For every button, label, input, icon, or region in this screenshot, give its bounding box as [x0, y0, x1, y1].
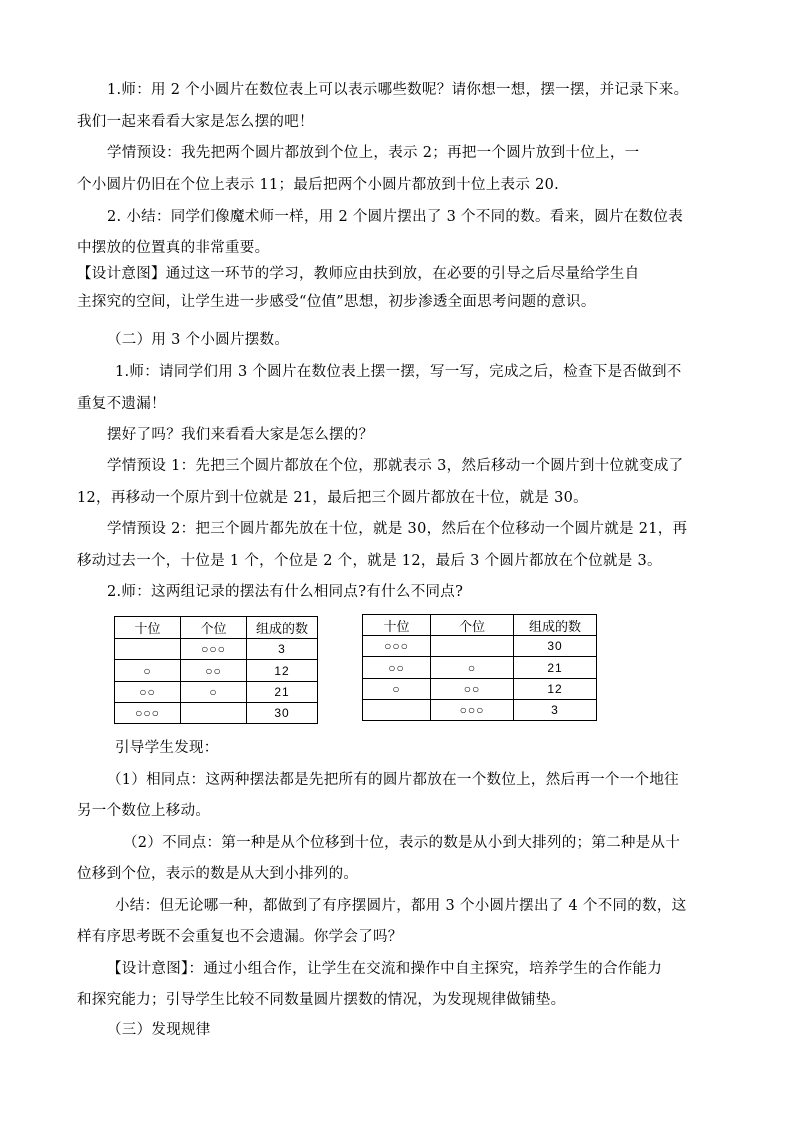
table-cell: 30	[247, 703, 318, 724]
paragraph-line: 主探究的空间，让学生进一步感受“位值”思想，初步渗透全面思考问题的意识。	[77, 294, 596, 310]
paragraph-line: 学情预设 2：把三个圆片都先放在十位，就是 30，然后在个位移动一个圆片就是 21，再	[107, 521, 688, 537]
table-header: 个位	[431, 615, 514, 636]
table-cell: ○○○	[431, 700, 514, 721]
paragraph-line: 学情预设 1：先把三个圆片都放在个位，那就表示 3，然后移动一个圆片到十位就变成了	[107, 458, 684, 474]
paragraph-line: 学情预设：我先把两个圆片都放到个位上，表示 2；再把一个圆片放到十位上，一	[107, 145, 640, 161]
table-cell	[115, 639, 181, 660]
paragraph-line: 摆好了吗？我们来看看大家是怎么摆的？	[107, 427, 374, 443]
section-heading: （二）用 3 个小圆片摆数。	[107, 332, 290, 348]
table-cell: ○	[115, 660, 181, 682]
paragraph-line: 重复不遗漏！	[77, 396, 166, 412]
paragraph-line: 2.师：这两组记录的摆法有什么相同点?有什么不同点?	[107, 584, 464, 600]
section-heading: （三）发现规律	[107, 1022, 211, 1038]
table-cell: 21	[514, 657, 597, 679]
paragraph-line: 【设计意图】：通过小组合作，让学生在交流和操作中自主探究，培养学生的合作能力	[107, 961, 663, 977]
paragraph-line: 小结：但无论哪一种，都做到了有序摆圆片，都用 3 个小圆片摆出了 4 个不同的数，这	[115, 898, 687, 914]
paragraph-line: 我们一起来看看大家是怎么摆的吧！	[77, 114, 314, 130]
table-header: 十位	[115, 617, 181, 639]
table-cell: 3	[247, 639, 318, 660]
record-table-2	[362, 614, 597, 721]
paragraph-line: 和探究能力；引导学生比较不同数量圆片摆数的情况，为发现规律做铺垫。	[77, 992, 566, 1008]
paragraph-line: 移动过去一个，十位是 1 个，个位是 2 个，就是 12，最后 3 个圆片都放在个位就是 3。	[77, 553, 662, 569]
table-cell: 12	[247, 660, 318, 682]
table-cell: ○○○	[181, 639, 247, 660]
paragraph-line: 1.师：用 2 个小圆片在数位表上可以表示哪些数呢？请你想一想，摆一摆，并记录下来。	[107, 82, 689, 98]
paragraph-line: （1）相同点：这两种摆法都是先把所有的圆片都放在一个数位上，然后再一个一个地往	[107, 772, 679, 788]
table-cell: ○	[181, 682, 247, 703]
table-header: 组成的数	[514, 615, 597, 636]
table-cell: ○	[431, 657, 514, 679]
table-header: 十位	[363, 615, 431, 636]
paragraph-line: 1.师：请同学们用 3 个圆片在数位表上摆一摆，写一写，完成之后，检查下是否做到不	[115, 364, 682, 380]
table-cell: ○	[363, 679, 431, 700]
paragraph-line: 12，再移动一个原片到十位就是 21，最后把三个圆片都放在十位，就是 30。	[77, 490, 588, 506]
paragraph-line: 样有序思考既不会重复也不会遗漏。你学会了吗？	[77, 929, 403, 945]
table-cell: ○○	[363, 657, 431, 679]
table-cell: 12	[514, 679, 597, 700]
table-cell	[431, 636, 514, 657]
table-cell	[181, 703, 247, 724]
paragraph-line: 中摆放的位置真的非常重要。	[77, 240, 270, 256]
table-cell: ○○○	[115, 703, 181, 724]
table-cell: ○○	[115, 682, 181, 703]
table-cell: ○○	[181, 660, 247, 682]
paragraph-line: 【设计意图】通过这一环节的学习，教师应由扶到放，在必要的引导之后尽量给学生自	[77, 266, 640, 282]
paragraph-line: 个小圆片仍旧在个位上表示 11；最后把两个小圆片都放到十位上表示 20.	[77, 177, 560, 193]
paragraph-line: 2. 小结：同学们像魔术师一样，用 2 个圆片摆出了 3 个不同的数。看来，圆片在数位表	[107, 209, 684, 225]
record-table-1	[114, 616, 318, 724]
table-cell: 3	[514, 700, 597, 721]
table-cell: 21	[247, 682, 318, 703]
table-header: 组成的数	[247, 617, 318, 639]
table-header: 个位	[181, 617, 247, 639]
table-cell: 30	[514, 636, 597, 657]
table-cell	[363, 700, 431, 721]
table-cell: ○○	[431, 679, 514, 700]
paragraph-line: （2）不同点：第一种是从个位移到十位，表示的数是从小到大排列的；第二种是从十	[123, 835, 681, 851]
paragraph-line: 引导学生发现：	[115, 740, 219, 756]
table-cell: ○○○	[363, 636, 431, 657]
paragraph-line: 位移到个位，表示的数是从大到小排列的。	[77, 866, 359, 882]
paragraph-line: 另一个数位上移动。	[77, 803, 211, 819]
